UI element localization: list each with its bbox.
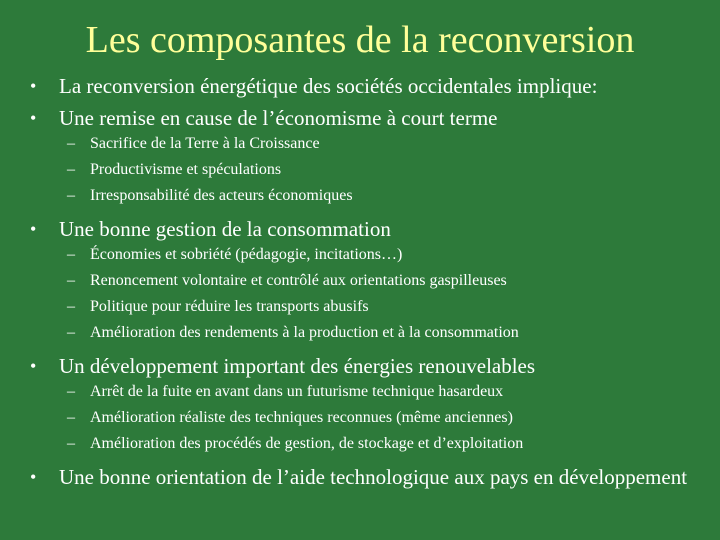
sub-item-text: Amélioration des rendements à la production et à la consommation: [90, 324, 519, 341]
dash-icon: –: [67, 324, 75, 341]
sub-item-text: Amélioration des procédés de gestion, de stockage et d’exploitation: [90, 435, 524, 452]
sub-item-text: Arrêt de la fuite en avant dans un futurisme technique hasardeux: [90, 383, 504, 400]
bullet-icon: •: [30, 108, 37, 128]
bullet-item: [0, 74, 720, 98]
dash-icon: –: [67, 161, 75, 178]
sub-item: [0, 157, 720, 183]
dash-icon: –: [67, 272, 75, 289]
dash-icon: –: [67, 135, 75, 152]
sub-list: [0, 379, 720, 457]
sub-item-text: Économies et sobriété (pédagogie, incitations…): [90, 246, 403, 263]
sub-item: [0, 268, 720, 294]
bullet-text: Une bonne gestion de la consommation: [59, 217, 391, 241]
bullet-text: La reconversion énergétique des sociétés occidentales implique:: [59, 74, 598, 98]
sub-item: [0, 131, 720, 157]
slide-title: Les composantes de la reconversion: [85, 19, 635, 61]
bullet-text: Une bonne orientation de l’aide technologique aux pays en développement: [59, 465, 688, 489]
bullet-icon: •: [30, 219, 37, 239]
dash-icon: –: [67, 435, 75, 452]
dash-icon: –: [67, 187, 75, 204]
sub-list: [0, 131, 720, 209]
sub-item: [0, 183, 720, 209]
sub-item-text: Amélioration réaliste des techniques reconnues (même anciennes): [90, 409, 513, 426]
sub-list: [0, 242, 720, 346]
dash-icon: –: [67, 409, 75, 426]
sub-item: [0, 320, 720, 346]
bullet-item: [0, 465, 720, 489]
bullet-text: Un développement important des énergies renouvelables: [59, 354, 536, 378]
bullet-icon: •: [30, 467, 37, 487]
sub-item-text: Productivisme et spéculations: [90, 161, 282, 178]
sub-item-text: Politique pour réduire les transports abusifs: [90, 298, 369, 315]
bullet-text: Une remise en cause de l’économisme à court terme: [59, 106, 498, 130]
sub-item: [0, 294, 720, 320]
sub-item: [0, 379, 720, 405]
sub-item: [0, 242, 720, 268]
bullet-item: [0, 106, 720, 130]
dash-icon: –: [67, 246, 75, 263]
bullet-icon: •: [30, 356, 37, 376]
sub-item-text: Renoncement volontaire et contrôlé aux orientations gaspilleuses: [90, 272, 507, 289]
sub-item: [0, 405, 720, 431]
bullet-list: [0, 74, 720, 489]
bullet-item: [0, 217, 720, 241]
sub-item: [0, 431, 720, 457]
dash-icon: –: [67, 383, 75, 400]
sub-item-text: Irresponsabilité des acteurs économiques: [90, 187, 353, 204]
bullet-item: [0, 354, 720, 378]
dash-icon: –: [67, 298, 75, 315]
sub-item-text: Sacrifice de la Terre à la Croissance: [90, 135, 320, 152]
bullet-icon: •: [30, 76, 37, 96]
